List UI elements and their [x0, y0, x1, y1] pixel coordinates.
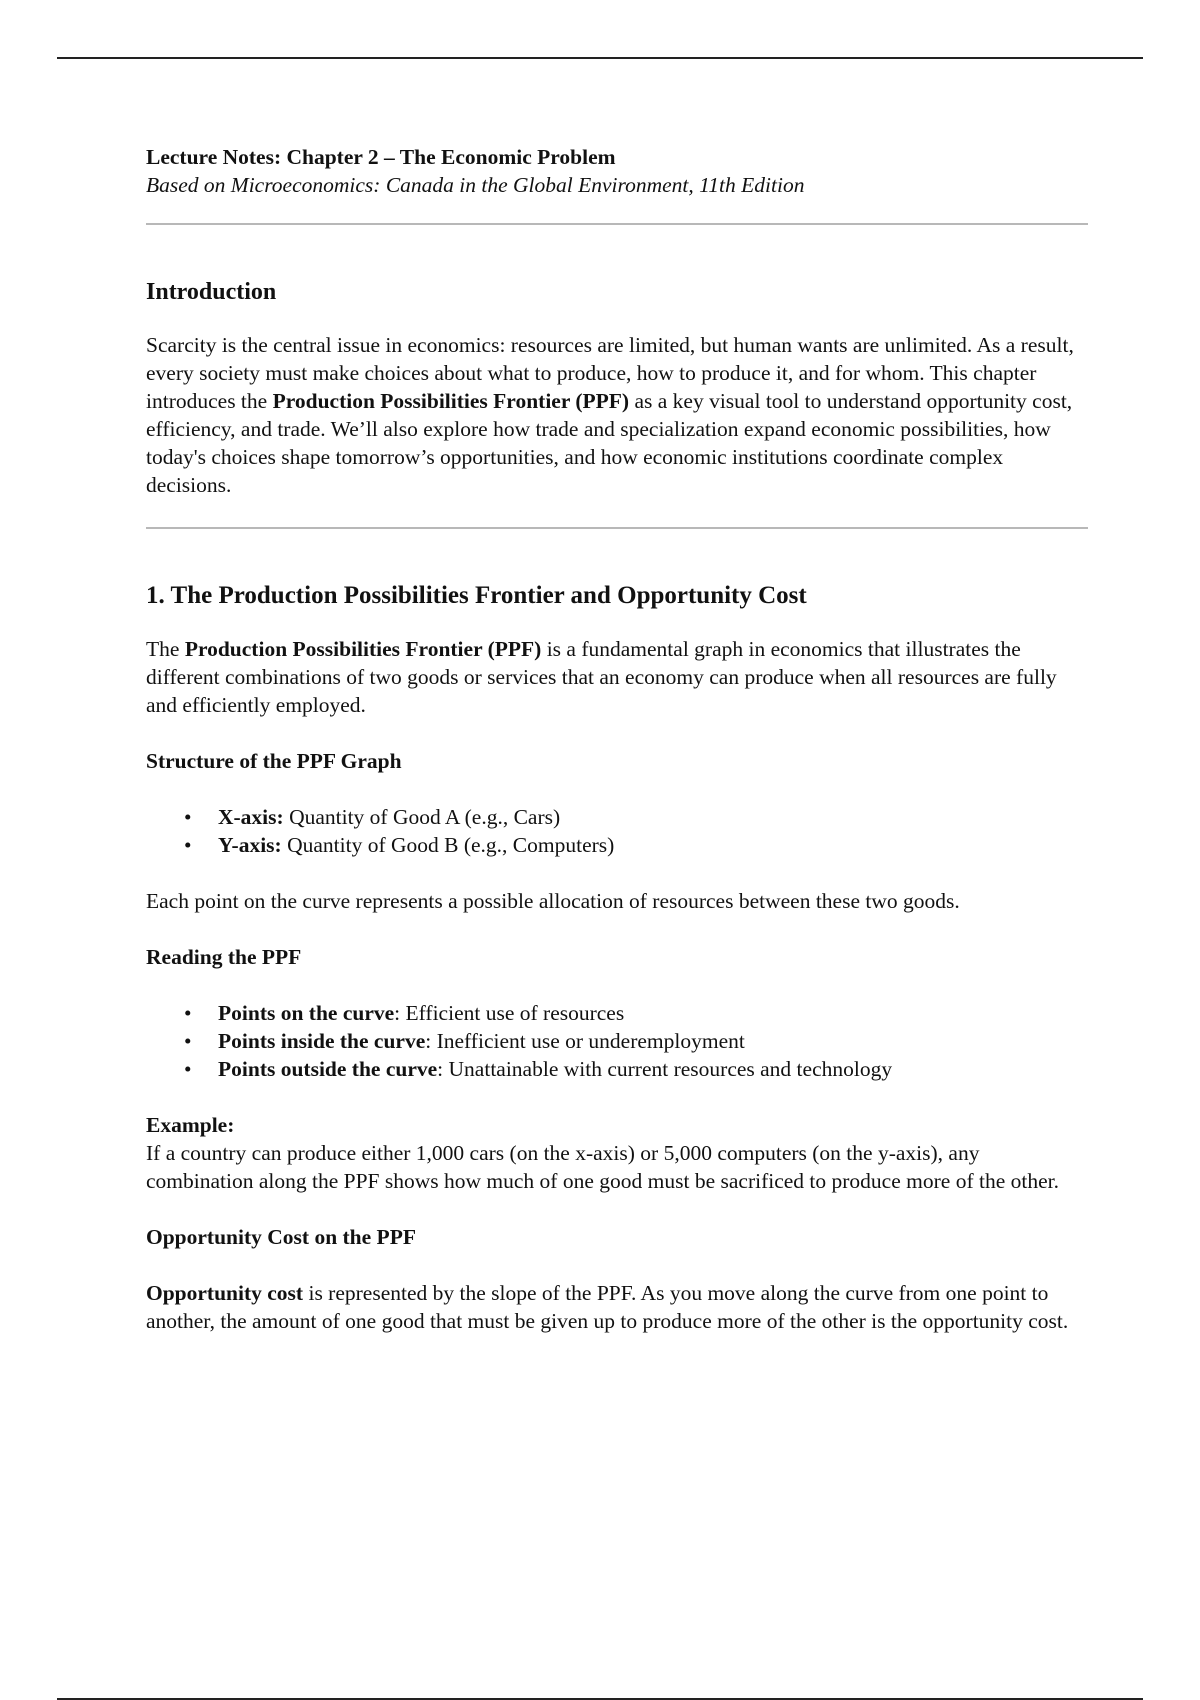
list-item-label: Points on the curve [218, 1001, 395, 1025]
introduction-text-2: as a key visual tool to understand opportunity cost, efficiency, and trade. We’ll also explore how trade and specialization expand economic possibilities, how today's choices shape tomorrow’s opportunities, and how economic institutions coordinate complex decisions. [146, 389, 1073, 497]
document-title: Lecture Notes: Chapter 2 – The Economic Problem [146, 145, 616, 169]
opportunity-cost-term: Opportunity cost [146, 1281, 304, 1305]
list-item-text: : Unattainable with current resources and technology [437, 1057, 893, 1081]
list-item-text: : Inefficient use or underemployment [425, 1029, 745, 1053]
opportunity-cost-paragraph [146, 1279, 1086, 1335]
page-top-rule [57, 57, 1143, 59]
divider [146, 527, 1088, 529]
each-point-paragraph: Each point on the curve represents a possible allocation of resources between these two goods. [146, 889, 960, 913]
opportunity-cost-heading: Opportunity Cost on the PPF [146, 1225, 416, 1249]
ppf-definition-term: Production Possibilities Frontier (PPF) [184, 637, 542, 661]
ppf-definition-text: is a fundamental graph in economics that illustrates the different combinations of two goods or services that an economy can produce when all resources are fully and efficiently employed. [146, 637, 1057, 717]
document-subtitle: Based on Microeconomics: Canada in the Global Environment, 11th Edition [146, 173, 805, 197]
structure-heading: Structure of the PPF Graph [146, 749, 402, 773]
ppf-definition-paragraph [146, 635, 1086, 719]
list-item-text: Quantity of Good A (e.g., Cars) [283, 805, 561, 829]
list-item-label: Points outside the curve [218, 1057, 438, 1081]
example-label [146, 1111, 1086, 1139]
divider [146, 223, 1088, 225]
example-paragraph: If a country can produce either 1,000 cars (on the x-axis) or 5,000 computers (on the y-axis), any combination along the PPF shows how much of one good must be sacrificed to produce more of the other. [146, 1141, 1059, 1193]
list-item [218, 803, 1086, 831]
example-label-text: Example: [146, 1113, 235, 1137]
list-item [218, 831, 1086, 859]
section-1-heading: 1. The Production Possibilities Frontier and Opportunity Cost [146, 582, 807, 609]
list-item-label: X-axis: [218, 805, 284, 829]
opportunity-cost-text: is represented by the slope of the PPF. As you move along the curve from one point to another, the amount of one good that must be given up to produce more of the other is the opportunity cost. [146, 1281, 1069, 1333]
document-body [146, 143, 1086, 1335]
ppf-term: Production Possibilities Frontier (PPF) [272, 389, 630, 413]
list-item-text: Quantity of Good B (e.g., Computers) [281, 833, 615, 857]
list-item-text: : Efficient use of resources [394, 1001, 625, 1025]
list-item [218, 1027, 1086, 1055]
introduction-heading: Introduction [146, 279, 277, 305]
list-item [218, 1055, 1086, 1083]
ppf-definition-pre: The [146, 637, 185, 661]
structure-list [146, 803, 1086, 859]
list-item-label: Y-axis: [218, 833, 282, 857]
reading-list [146, 999, 1086, 1083]
reading-heading: Reading the PPF [146, 945, 302, 969]
introduction-text-1: Scarcity is the central issue in economics: resources are limited, but human wants are unlimited. As a result, every society must make choices about what to produce, how to produce it, and for whom. This chapter introduces the [146, 333, 1074, 413]
list-item-label: Points inside the curve [218, 1029, 426, 1053]
introduction-paragraph [146, 331, 1086, 499]
list-item [218, 999, 1086, 1027]
